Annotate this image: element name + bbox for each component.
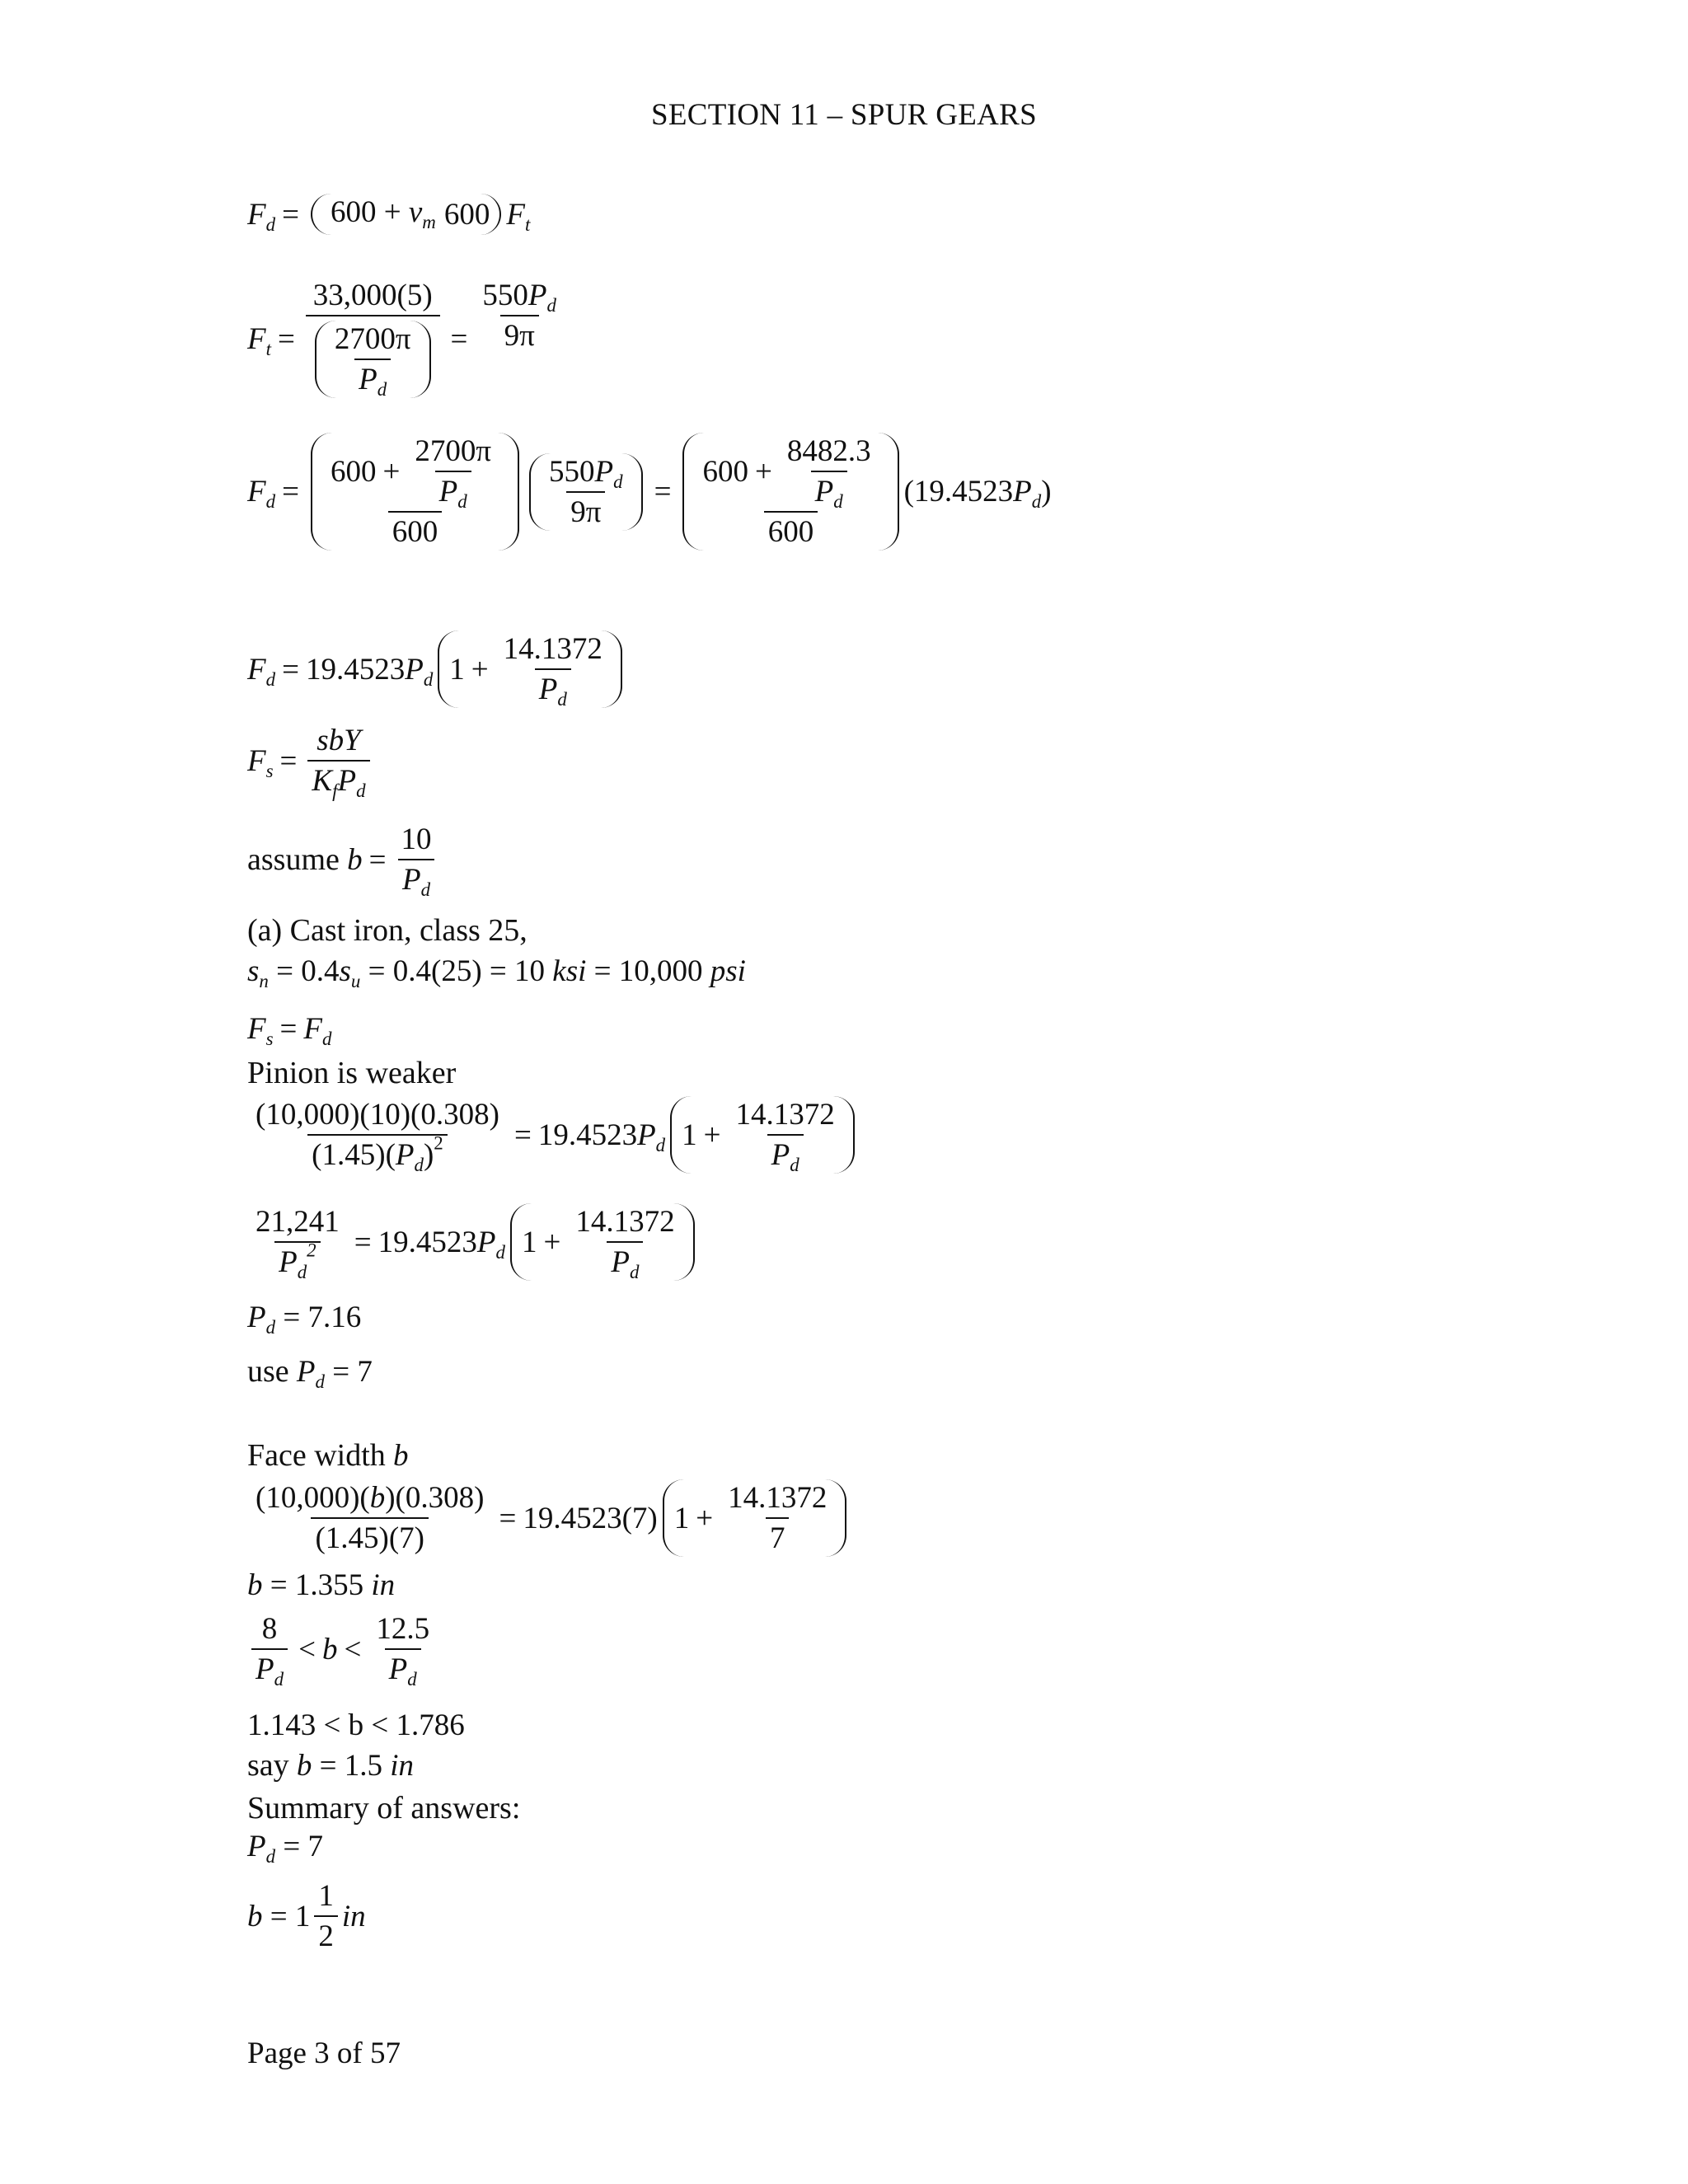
eq-ft: $F_t$ = $\frac{33,000(5)}{\frac{2700\pi}{P_d}}$ = $\frac{550P_d}{9\pi}$ [247,279,556,401]
eq-solve-b: $\frac{(10,000)(b)(0.308)}{(1.45)(7)}$ = 19.4523 (7) 1 + $\frac{14.1372}{7}$ [247,1479,851,1557]
pd-use: use $P_d$ = 7 [247,1354,373,1392]
eq-fs: $F_s$ = $\frac{\text{sbY}}{K_fP_d}$ [247,725,374,796]
summary-pd: $P_d$ = 7 [247,1830,323,1868]
b-result: b = 1.355 in [247,1568,396,1602]
eq-solve-pd-1: $\frac{(10,000)(10)(0.308)}{(1.45)(P_d)^2}$ = 19.4523 $P_d$ 1 + $\frac{14.1372}{P_d}$ [247,1096,860,1174]
eq-solve-pd-2: $\frac{21,241}{P_d^2}$ = 19.4523 $P_d$ 1 + $\frac{14.1372}{P_d}$ [247,1203,700,1281]
b-say: say b = 1.5 in [247,1748,415,1783]
summary-b: b = 1 $\frac{1}{2}$ in [247,1879,366,1953]
pd-result: $P_d$ = 7.16 [247,1301,362,1338]
eq-fd-simplified: $F_d$ = 19.4523 $P_d$ 1 + $\frac{14.1372}{P_d}$ [247,630,627,708]
page-number: Page 3 of 57 [247,2036,401,2070]
eq-fs-fd: $F_s$ = $F_d$ [247,1012,332,1050]
eq-fd-def: $F_d$ = $600 + v_m$ 600 $F_t$ [247,195,531,235]
b-range-values: 1.143 < b < 1.786 [247,1708,465,1742]
b-range-formula: $\frac{8}{P_d}$ < b < $\frac{12.5}{P_d}$ [247,1614,438,1685]
section-title: SECTION 11 – SPUR GEARS [650,98,1038,132]
pinion-weaker: Pinion is weaker [247,1056,457,1090]
assume-b: assume b = $\frac{10}{P_d}$ [247,824,440,895]
eq-sn: $s_n$ = 0.4 $s_u$ = 0.4(25) = 10 ksi = 10,000 psi [247,954,746,992]
summary-heading: Summary of answers: [247,1791,521,1825]
part-a-heading: (a) Cast iron, class 25, [247,913,528,948]
face-width-heading: Face width b [247,1438,409,1473]
eq-fd-expand: $F_d$ = 600 + $\frac{2700\pi}{P_d}$ 600 $\frac{550P_d}{9\pi}$ = 600 + $\frac{8482.3}{P_d}$ 600 $(19.4523P_d)$ [247,434,1052,549]
